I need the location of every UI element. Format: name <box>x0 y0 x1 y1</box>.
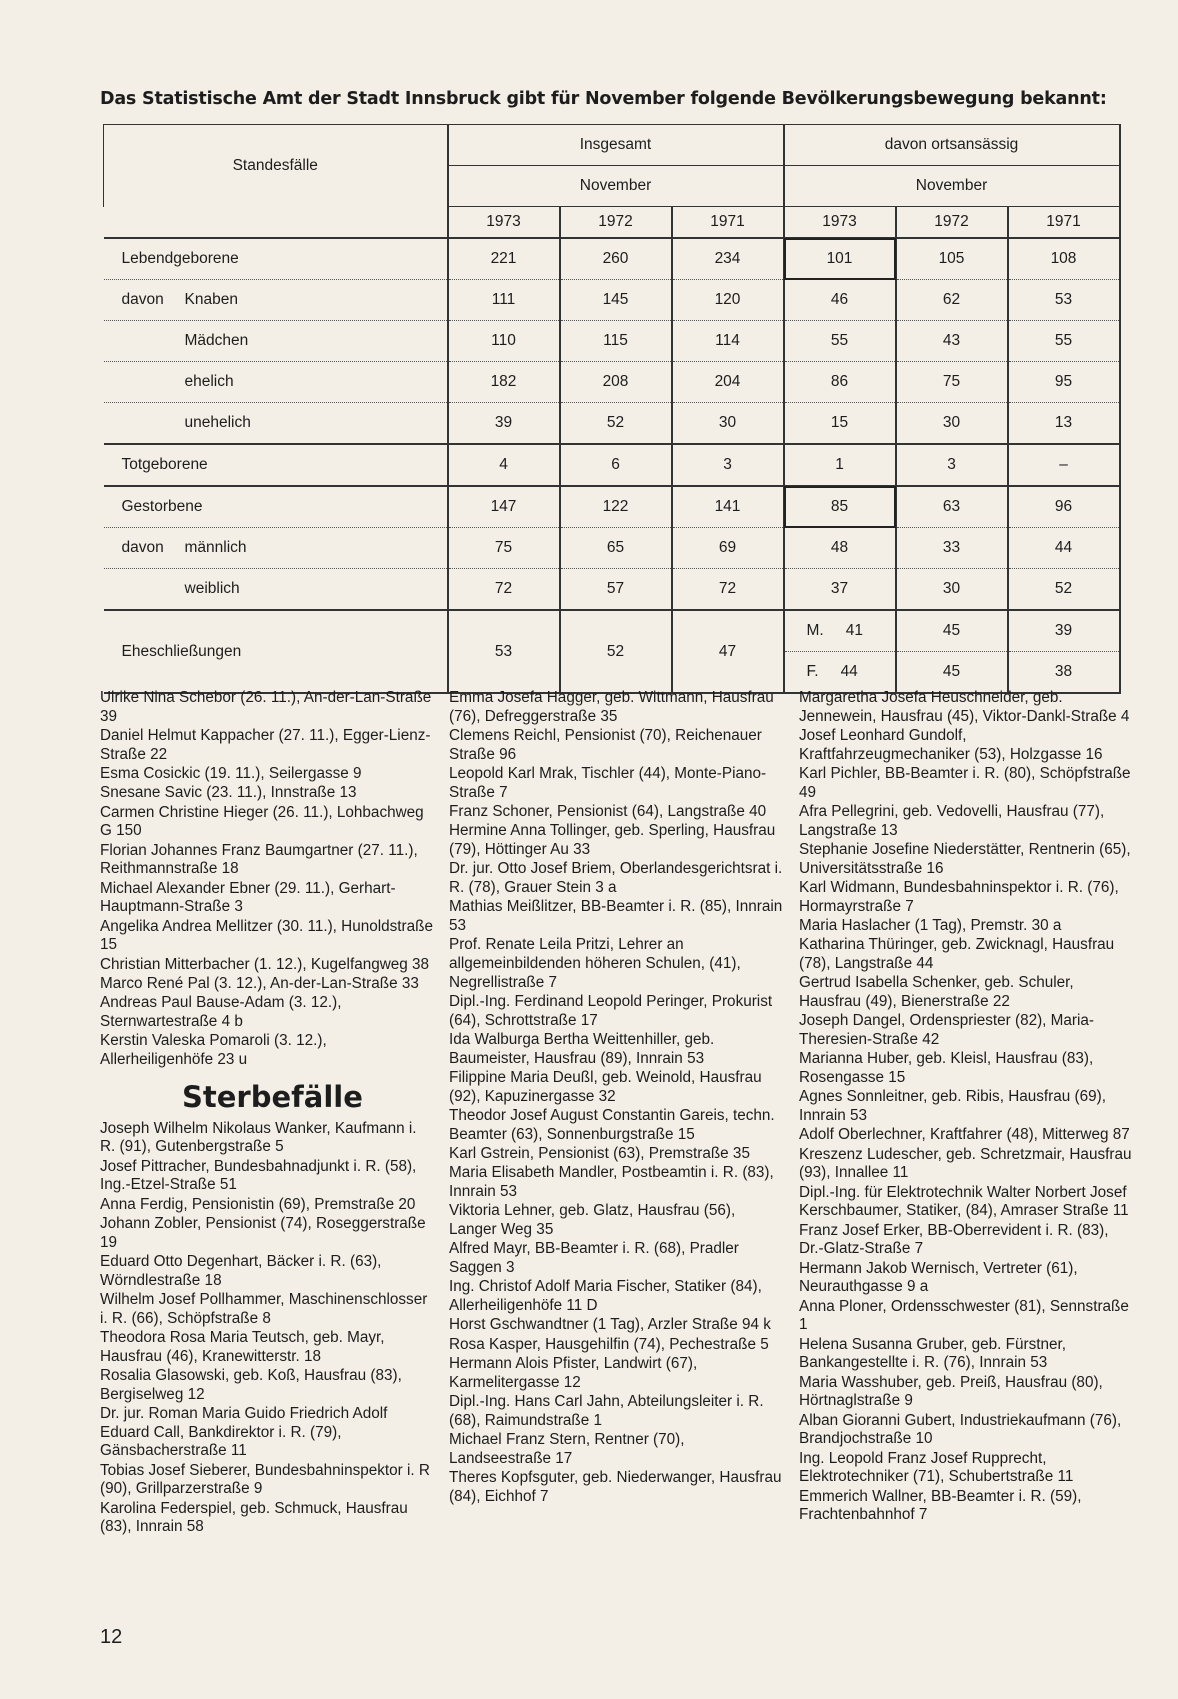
list-item: Joseph Dangel, Ordenspriester (82), Maria-Theresien-Straße 42 <box>799 1012 1095 1048</box>
year-header: 1973 <box>784 207 896 239</box>
list-item: Esma Cosickic (19. 11.), Seilergasse 9 <box>100 765 362 782</box>
cell: 38 <box>1008 652 1120 694</box>
row-label: Eheschließungen <box>104 610 448 693</box>
list-item: Kreszenz Ludescher, geb. Schretzmair, Hausfrau (93), Innallee 11 <box>799 1145 1132 1182</box>
list-item: Leopold Karl Mrak, Tischler (44), Monte-Piano-Straße 7 <box>449 765 767 801</box>
list-item: Dr. jur. Otto Josef Briem, Oberlandesgerichtsrat i. R. (78), Grauer Stein 3 a <box>449 860 783 896</box>
list-item: Christian Mitterbacher (1. 12.), Kugelfangweg 38 <box>100 955 430 973</box>
cell: 110 <box>448 321 560 362</box>
group-header-local: davon ortsansässig <box>784 125 1120 166</box>
year-header: 1972 <box>896 207 1008 239</box>
cell: 62 <box>896 280 1008 321</box>
cell: 65 <box>560 528 672 569</box>
cell: 3 <box>672 444 784 486</box>
text-column-2 <box>449 689 784 1507</box>
row-prefix: davon <box>121 539 164 556</box>
cell: 69 <box>672 528 784 569</box>
cell: 221 <box>448 238 560 280</box>
list-item: Carmen Christine Hieger (26. 11.), Lohbachweg G 150 <box>100 803 424 840</box>
list-item: Helena Susanna Gruber, geb. Fürstner, Bankangestellte i. R. (76), Innrain 53 <box>799 1335 1067 1372</box>
statistics-table <box>103 124 1121 694</box>
cell: 44 <box>1008 528 1120 569</box>
list-item: Maria Elisabeth Mandler, Postbeamtin i. R. (83), Innrain 53 <box>449 1164 774 1200</box>
cell: 204 <box>672 362 784 403</box>
cell: 260 <box>560 238 672 280</box>
year-header: 1973 <box>448 207 560 239</box>
cell: 30 <box>896 569 1008 611</box>
cell: 86 <box>784 362 896 403</box>
cell: 53 <box>448 610 560 693</box>
table-row <box>104 403 1120 445</box>
cell: 30 <box>896 403 1008 445</box>
list-item: Anna Ferdig, Pensionistin (69), Premstraße 20 <box>100 1195 416 1213</box>
cell: – <box>1008 444 1120 486</box>
highlighted-cell: 101 <box>784 238 896 280</box>
section-title: Sterbefälle <box>182 1079 363 1114</box>
list-item: Snesane Savic (23. 11.), Innstraße 13 <box>100 784 357 802</box>
list-item: Theodora Rosa Maria Teutsch, geb. Mayr, Hausfrau (46), Kranewitterstr. 18 <box>100 1328 385 1365</box>
list-item: Karolina Federspiel, geb. Schmuck, Hausfrau (83), Innrain 58 <box>100 1499 408 1536</box>
cell: 108 <box>1008 238 1120 280</box>
list-item: Daniel Helmut Kappacher (27. 11.), Egger-Lienz-Straße 22 <box>100 727 431 763</box>
cell: 37 <box>784 569 896 611</box>
table-row-marriages <box>104 610 1120 652</box>
cell: 6 <box>560 444 672 486</box>
list-item: Agnes Sonnleitner, geb. Ribis, Hausfrau (69), Innrain 53 <box>799 1088 1106 1124</box>
list-item: Theodor Josef August Constantin Gareis, techn. Beamter (63), Sonnenburgstraße 15 <box>449 1107 775 1143</box>
cell: 105 <box>896 238 1008 280</box>
text-column-3 <box>799 689 1134 1526</box>
list-item: Johann Zobler, Pensionist (74), Roseggerstraße 19 <box>100 1214 426 1251</box>
cell: 120 <box>672 280 784 321</box>
year-header: 1971 <box>672 207 784 239</box>
list-item: Josef Pittracher, Bundesbahnadjunkt i. R. (58), Ing.-Etzel-Straße 51 <box>100 1157 417 1194</box>
list-item: Dipl.-Ing. Ferdinand Leopold Peringer, Prokurist (64), Schrottstraße 17 <box>449 993 773 1029</box>
cell: 208 <box>560 362 672 403</box>
list-item: Ing. Christof Adolf Maria Fischer, Statiker (84), Allerheiligenhöfe 11 D <box>449 1278 762 1314</box>
month-header-local: November <box>784 166 1120 207</box>
list-item: Margaretha Josefa Heuschneider, geb. Jennewein, Hausfrau (45), Viktor-Dankl-Straße 4 <box>799 689 1130 725</box>
row-label: ehelich <box>104 362 448 403</box>
list-item: Alban Gioranni Gubert, Industriekaufmann (76), Brandjochstraße 10 <box>799 1411 1122 1448</box>
list-item: Hermann Jakob Wernisch, Vertreter (61), Neurauthgasse 9 a <box>799 1259 1078 1296</box>
list-item: Dr. jur. Roman Maria Guido Friedrich Adolf Eduard Call, Bankdirektor i. R. (79), Gänsbacherstraße 11 <box>100 1404 388 1460</box>
list-item: Karl Pichler, BB-Beamter i. R. (80), Schöpfstraße 49 <box>799 765 1131 801</box>
table-corner-label: Standesfälle <box>104 125 448 207</box>
cell: 30 <box>672 403 784 445</box>
list-item: Adolf Oberlechner, Kraftfahrer (48), Mitterweg 87 <box>799 1126 1130 1144</box>
list-item: Michael Alexander Ebner (29. 11.), Gerhart-Hauptmann-Straße 3 <box>100 879 396 916</box>
list-item: Maria Haslacher (1 Tag), Premstr. 30 a <box>799 917 1062 934</box>
year-header: 1972 <box>560 207 672 239</box>
list-item: Gertrud Isabella Schenker, geb. Schuler, Hausfrau (49), Bienerstraße 22 <box>799 974 1074 1010</box>
table-row <box>104 238 1120 280</box>
list-item: Michael Franz Stern, Rentner (70), Landseestraße 17 <box>449 1430 685 1467</box>
cell: 75 <box>896 362 1008 403</box>
cell: 115 <box>560 321 672 362</box>
cell: 53 <box>1008 280 1120 321</box>
text-column-1 <box>100 689 435 1538</box>
list-item: Horst Gschwandtner (1 Tag), Arzler Straße 94 k <box>449 1316 771 1334</box>
table-row <box>104 321 1120 362</box>
table-row <box>104 486 1120 528</box>
cell: 52 <box>1008 569 1120 611</box>
group-header-total: Insgesamt <box>448 125 784 166</box>
table-row <box>104 569 1120 611</box>
births-list <box>100 689 435 1070</box>
row-label: Totgeborene <box>104 444 448 486</box>
cell: 234 <box>672 238 784 280</box>
cell: 75 <box>448 528 560 569</box>
cell: 55 <box>784 321 896 362</box>
cell: 47 <box>672 610 784 693</box>
list-item: Clemens Reichl, Pensionist (70), Reichenauer Straße 96 <box>449 727 762 763</box>
list-item: Andreas Paul Bause-Adam (3. 12.), Sternwartestraße 4 b <box>100 994 342 1030</box>
list-item: Hermine Anna Tollinger, geb. Sperling, Hausfrau (79), Höttinger Au 33 <box>449 822 776 858</box>
cell: 182 <box>448 362 560 403</box>
list-item: Dipl.-Ing. Hans Carl Jahn, Abteilungsleiter i. R. (68), Raimundstraße 1 <box>449 1392 764 1429</box>
row-label: unehelich <box>104 403 448 445</box>
table-row <box>104 528 1120 569</box>
row-label: Lebendgeborene <box>104 238 448 280</box>
list-item: Franz Josef Erker, BB-Oberrevident i. R. (83), Dr.-Glatz-Straße 7 <box>799 1221 1109 1258</box>
row-label <box>104 528 448 569</box>
year-header-spacer <box>104 207 448 239</box>
cell: 45 <box>896 652 1008 694</box>
cell: 15 <box>784 403 896 445</box>
list-item: Prof. Renate Leila Pritzi, Lehrer an allgemeinbildenden höheren Schulen, (41), Negrellistraße 7 <box>449 936 741 991</box>
list-item: Stephanie Josefine Niederstätter, Rentnerin (65), Universitätsstraße 16 <box>799 841 1131 877</box>
cell: 57 <box>560 569 672 611</box>
list-item: Angelika Andrea Mellitzer (30. 11.), Hunoldstraße 15 <box>100 917 434 954</box>
cell: 52 <box>560 610 672 693</box>
cell: 63 <box>896 486 1008 528</box>
list-item: Hermann Alois Pfister, Landwirt (67), Karmelitergasse 12 <box>449 1354 698 1391</box>
list-item: Katharina Thüringer, geb. Zwicknagl, Hausfrau (78), Langstraße 44 <box>799 936 1115 972</box>
year-header: 1971 <box>1008 207 1120 239</box>
list-item: Tobias Josef Sieberer, Bundesbahninspektor i. R (90), Grillparzerstraße 9 <box>100 1461 430 1498</box>
cell: 52 <box>560 403 672 445</box>
list-item: Wilhelm Josef Pollhammer, Maschinenschlosser i. R. (66), Schöpfstraße 8 <box>100 1290 428 1327</box>
cell: 3 <box>896 444 1008 486</box>
list-item: Emma Josefa Hagger, geb. Wittmann, Hausfrau (76), Defreggerstraße 35 <box>449 689 774 725</box>
page-headline: Das Statistische Amt der Stadt Innsbruck gibt für November folgende Bevölkerungsbewegung bekannt: <box>100 89 1107 109</box>
list-item: Franz Schoner, Pensionist (64), Langstraße 40 <box>449 803 767 820</box>
row-label <box>104 280 448 321</box>
list-item: Rosa Kasper, Hausgehilfin (74), Pechestraße 5 <box>449 1335 769 1353</box>
list-item: Ing. Leopold Franz Josef Rupprecht, Elektrotechniker (71), Schubertstraße 11 <box>799 1449 1074 1486</box>
list-item: Marianna Huber, geb. Kleisl, Hausfrau (83), Rosengasse 15 <box>799 1050 1094 1086</box>
list-item: Marco René Pal (3. 12.), An-der-Lan-Straße 33 <box>100 974 419 992</box>
f-value: 44 <box>840 663 858 680</box>
cell: 43 <box>896 321 1008 362</box>
cell: 111 <box>448 280 560 321</box>
list-item: Emmerich Wallner, BB-Beamter i. R. (59), Frachtenbahnhof 7 <box>799 1487 1082 1524</box>
deaths-list <box>100 1120 435 1537</box>
row-label: Mädchen <box>104 321 448 362</box>
page-number: 12 <box>100 1626 123 1648</box>
list-item: Dipl.-Ing. für Elektrotechnik Walter Norbert Josef Kerschbaumer, Statiker, (84), Amraser Straße 11 <box>799 1183 1129 1220</box>
list-item: Afra Pellegrini, geb. Vedovelli, Hausfrau (77), Langstraße 13 <box>799 803 1105 839</box>
cell: 145 <box>560 280 672 321</box>
cell: 72 <box>672 569 784 611</box>
cell: 114 <box>672 321 784 362</box>
cell: 48 <box>784 528 896 569</box>
list-item: Rosalia Glasowski, geb. Koß, Hausfrau (83), Bergiselweg 12 <box>100 1366 402 1403</box>
cell: 55 <box>1008 321 1120 362</box>
list-item: Ulrike Nina Schebor (26. 11.), An-der-Lan-Straße 39 <box>100 689 432 725</box>
list-item: Josef Leonhard Gundolf, Kraftfahrzeugmechaniker (53), Holzgasse 16 <box>799 727 1103 763</box>
list-item: Mathias Meißlitzer, BB-Beamter i. R. (85), Innrain 53 <box>449 898 783 934</box>
cell: 96 <box>1008 486 1120 528</box>
list-item: Maria Wasshuber, geb. Preiß, Hausfrau (80), Hörtnaglstraße 9 <box>799 1373 1103 1410</box>
table-row <box>104 362 1120 403</box>
f-label: F. <box>806 663 819 680</box>
cell: 33 <box>896 528 1008 569</box>
cell: 141 <box>672 486 784 528</box>
deaths-list <box>799 689 1134 1525</box>
cell: 39 <box>1008 610 1120 652</box>
list-item: Anna Ploner, Ordensschwester (81), Sennstraße 1 <box>799 1297 1129 1334</box>
cell: 95 <box>1008 362 1120 403</box>
deaths-list <box>449 689 784 1506</box>
list-item: Joseph Wilhelm Nikolaus Wanker, Kaufmann i. R. (91), Gutenbergstraße 5 <box>100 1119 417 1156</box>
list-item: Florian Johannes Franz Baumgartner (27. 11.), Reithmannstraße 18 <box>100 841 418 878</box>
cell: 13 <box>1008 403 1120 445</box>
cell-m <box>784 610 896 652</box>
cell: 46 <box>784 280 896 321</box>
cell: 72 <box>448 569 560 611</box>
cell: 1 <box>784 444 896 486</box>
list-item: Filippine Maria Deußl, geb. Weinold, Hausfrau (92), Kapuzinergasse 32 <box>449 1069 762 1105</box>
list-item: Viktoria Lehner, geb. Glatz, Hausfrau (56), Langer Weg 35 <box>449 1202 736 1238</box>
list-item: Karl Widmann, Bundesbahninspektor i. R. (76), Hormayrstraße 7 <box>799 879 1119 915</box>
highlighted-cell: 85 <box>784 486 896 528</box>
list-item: Eduard Otto Degenhart, Bäcker i. R. (63), Wörndlestraße 18 <box>100 1252 382 1289</box>
list-item: Alfred Mayr, BB-Beamter i. R. (68), Pradler Saggen 3 <box>449 1240 739 1276</box>
table-row <box>104 444 1120 486</box>
month-header-total: November <box>448 166 784 207</box>
cell: 122 <box>560 486 672 528</box>
list-item: Theres Kopfsguter, geb. Niederwanger, Hausfrau (84), Eichhof 7 <box>449 1468 782 1505</box>
m-value: 41 <box>845 622 863 639</box>
cell: 45 <box>896 610 1008 652</box>
row-label-text: Knaben <box>184 291 238 308</box>
row-label: Gestorbene <box>104 486 448 528</box>
list-item: Kerstin Valeska Pomaroli (3. 12.), Allerheiligenhöfe 23 u <box>100 1032 327 1068</box>
cell: 39 <box>448 403 560 445</box>
cell: 147 <box>448 486 560 528</box>
list-item: Karl Gstrein, Pensionist (63), Premstraße 35 <box>449 1145 750 1162</box>
row-prefix: davon <box>121 291 164 308</box>
list-item: Ida Walburga Bertha Weittenhiller, geb. Baumeister, Hausfrau (89), Innrain 53 <box>449 1031 715 1067</box>
row-label: weiblich <box>104 569 448 611</box>
table-row <box>104 280 1120 321</box>
cell: 4 <box>448 444 560 486</box>
row-label-text: männlich <box>184 539 247 556</box>
m-label: M. <box>806 622 824 639</box>
cell-f <box>784 652 896 694</box>
